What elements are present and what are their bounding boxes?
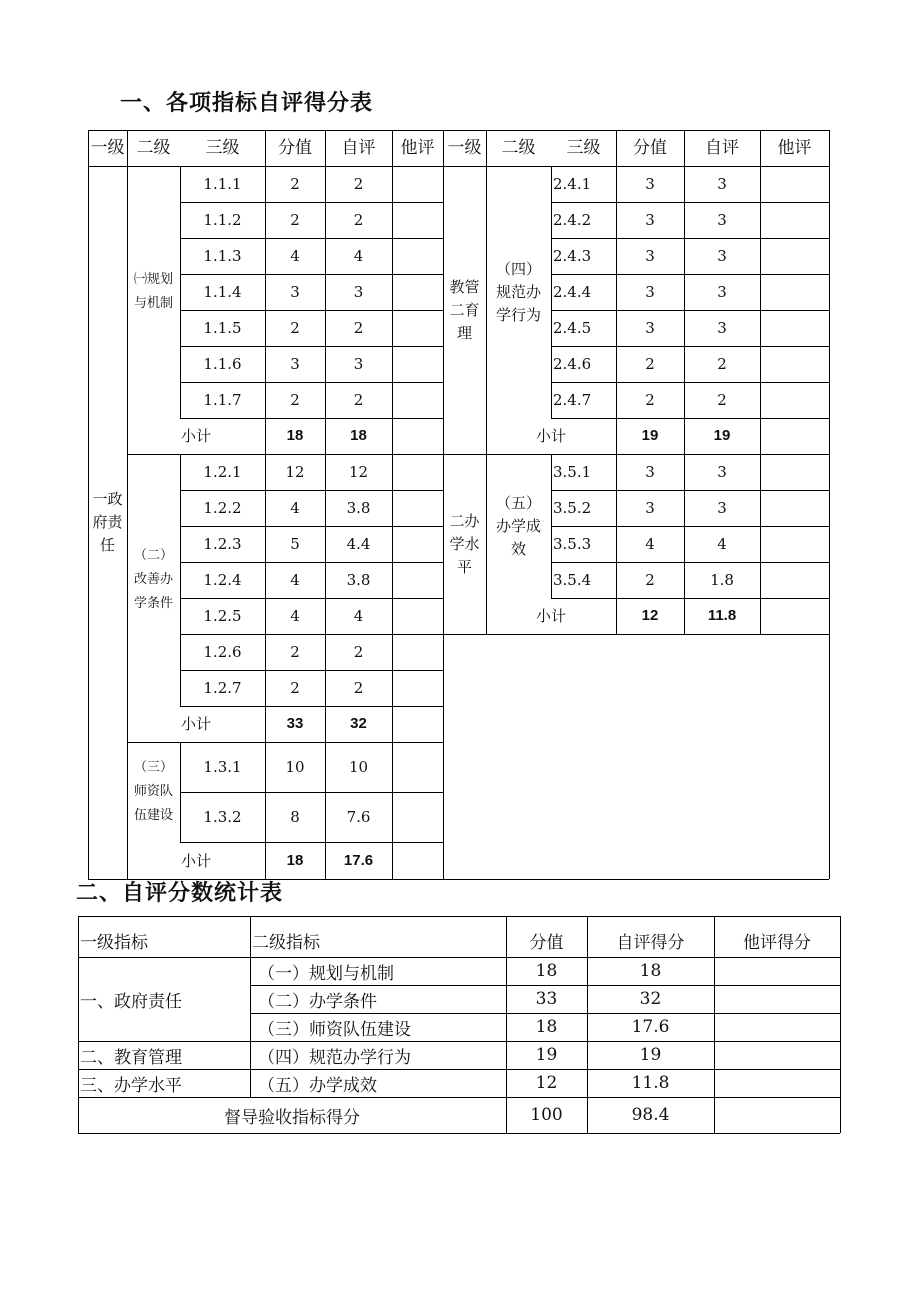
table1-row-self: 3.8: [346, 499, 371, 517]
table1-row-code: 1.2.3: [203, 535, 242, 553]
table1-col-divider: [392, 130, 393, 879]
table1-row-score: 2: [290, 643, 300, 661]
table1-col-divider: [180, 454, 181, 706]
table1-row-self: 3: [717, 175, 727, 193]
table2-col-divider: [78, 916, 79, 1133]
table1-row-code: 2.4.4: [553, 283, 592, 301]
table1-subtotal-label: 小计: [180, 427, 211, 445]
table1-subtotal-label: 小计: [535, 427, 566, 445]
table1-header-cell: 三级: [205, 138, 240, 158]
table1-header-cell: 二级: [501, 138, 536, 158]
table2-col-divider: [714, 916, 715, 1133]
table1-row-code: 1.1.5: [203, 319, 242, 337]
table1-subtotal-score: 19: [641, 427, 659, 444]
table1-header-cell: 三级: [566, 138, 601, 158]
table1-row-self: 2: [717, 391, 727, 409]
table1-row-other: [392, 562, 443, 598]
table1-subtotal-score: 18: [286, 427, 304, 444]
table1-row-code: 1.2.7: [203, 679, 242, 697]
table1-subtotal-label: 小计: [535, 607, 566, 625]
table2-self-cell: 18: [639, 961, 662, 981]
table1-row-score: 2: [290, 211, 300, 229]
table1-row-self: 2: [353, 391, 364, 409]
table1-row-other: [760, 238, 829, 274]
table1-row-self: 3: [717, 319, 727, 337]
table2-level1-cell: 二、教育管理: [80, 1047, 182, 1068]
table1-row-self: 10: [348, 758, 369, 776]
table1-row-score: 4: [290, 499, 300, 517]
table1-row-other: [760, 166, 829, 202]
table1-level2-name: （五）办学成效: [495, 493, 541, 558]
table1-row-score: 4: [290, 607, 300, 625]
table1-row-code: 1.1.3: [203, 247, 242, 265]
table1-row-code: 1.2.5: [203, 607, 242, 625]
table1-subtotal-other: [392, 706, 443, 742]
table1-row-score: 4: [290, 571, 300, 589]
table1-subtotal-label: 小计: [180, 715, 211, 733]
table1-row-code: 1.1.1: [203, 175, 242, 193]
table1-title: 一、各项指标自评得分表: [120, 91, 374, 116]
table1-row-score: 2: [290, 319, 300, 337]
table1-row-other: [760, 310, 829, 346]
table2-col-divider: [506, 916, 507, 1133]
table1-col-divider: [551, 454, 552, 598]
table1-row-self: 3: [717, 463, 727, 481]
table1-row-other: [392, 382, 443, 418]
table1-row-other: [392, 742, 443, 792]
table1-row-score: 2: [645, 391, 655, 409]
table2-total-label: 督导验收指标得分: [224, 1107, 360, 1128]
table1-row-code: 2.4.1: [553, 175, 592, 193]
table1-row-other: [392, 792, 443, 842]
table1-row-self: 2: [353, 211, 364, 229]
table1-row-other: [392, 490, 443, 526]
table1-row-self: 3: [353, 283, 364, 301]
table1-subtotal-divider: [486, 634, 829, 635]
table1-row-other: [392, 310, 443, 346]
table1-col-divider: [551, 166, 552, 418]
table1-col-divider: [486, 130, 487, 634]
table1-subtotal-other: [760, 418, 829, 454]
table1-subtotal-other: [392, 842, 443, 879]
table1-level2-name: （二）改善办学条件: [133, 548, 173, 611]
table1-row-self: 2: [353, 175, 364, 193]
table1-col-divider: [127, 130, 128, 879]
table2-self-cell: 19: [639, 1045, 662, 1065]
table1-row-other: [392, 346, 443, 382]
table1-row-other: [760, 382, 829, 418]
table2-header-cell: 自评得分: [616, 933, 685, 953]
table1-row-score: 2: [645, 355, 655, 373]
table1-row-other: [392, 274, 443, 310]
table1-subtotal-other: [392, 418, 443, 454]
table2-score-cell: 12: [535, 1073, 558, 1093]
table1-row-score: 4: [645, 535, 655, 553]
table1-row-self: 12: [348, 463, 369, 481]
table1-row-score: 8: [290, 808, 300, 826]
table2-score-cell: 19: [535, 1045, 558, 1065]
table1-row-code: 2.4.3: [553, 247, 592, 265]
table1-row-score: 4: [290, 247, 300, 265]
table1-level1-name: 一政府责任: [92, 490, 123, 554]
table1-row-other: [760, 202, 829, 238]
table2-self-cell: 11.8: [631, 1073, 670, 1093]
table1-col-divider: [325, 130, 326, 879]
table1-row-code: 2.4.5: [553, 319, 592, 337]
table1-row-code: 3.5.1: [553, 463, 592, 481]
table1-row-other: [760, 490, 829, 526]
table1-row-other: [760, 454, 829, 490]
table2-score-cell: 33: [535, 989, 558, 1009]
table1-row-self: 2: [353, 643, 364, 661]
table1-row-score: 3: [645, 175, 655, 193]
table1-row-score: 12: [285, 463, 305, 481]
table1-row-score: 2: [645, 571, 655, 589]
table2-level1-cell: 三、办学水平: [80, 1075, 182, 1096]
table1-row-score: 3: [645, 247, 655, 265]
table1-subtotal-self: 11.8: [707, 607, 737, 624]
table1-row-self: 1.8: [710, 571, 734, 589]
table1-row-self: 3: [717, 247, 727, 265]
table2-score-cell: 18: [535, 961, 558, 981]
table1-row-score: 2: [290, 391, 300, 409]
table1-row-score: 3: [645, 319, 655, 337]
table1-row-self: 2: [717, 355, 727, 373]
table1-header-cell: 一级: [447, 138, 482, 158]
table2-level2-cell: （二）办学条件: [258, 991, 377, 1012]
table2-col-divider: [587, 916, 588, 1133]
table1-row-other: [392, 202, 443, 238]
table1-col-divider: [616, 130, 617, 634]
table1-row-other: [392, 238, 443, 274]
table2-title: 二、自评分数统计表: [76, 881, 284, 906]
table1-row-score: 2: [290, 175, 300, 193]
table1-row-code: 1.3.1: [203, 758, 242, 776]
table1-subtotal-self: 32: [350, 715, 367, 732]
table2-col-divider: [840, 916, 841, 1133]
table1-row-score: 10: [285, 758, 305, 776]
table1-row-code: 2.4.6: [553, 355, 592, 373]
table1-row-self: 2: [353, 319, 364, 337]
table1-col-divider: [760, 130, 761, 634]
table1-header-cell: 自评: [705, 138, 739, 158]
table1-row-code: 1.1.7: [203, 391, 242, 409]
table1-header-cell: 一级: [90, 138, 125, 158]
table1-level2-name: （三）师资队伍建设: [133, 760, 173, 823]
table1-row-score: 3: [645, 463, 655, 481]
table2-total-other: [714, 1097, 840, 1133]
table1-row-self: 7.6: [346, 808, 371, 826]
table2-self-cell: 32: [639, 989, 662, 1009]
table1-subtotal-self: 17.6: [343, 851, 374, 869]
table1-row-code: 1.2.6: [203, 643, 242, 661]
table2-level2-cell: （一）规划与机制: [258, 963, 394, 984]
table1-row-score: 3: [290, 355, 300, 373]
table2-total-score: 100: [530, 1105, 563, 1125]
table1-block-divider: [443, 634, 486, 635]
table1-col-divider: [88, 130, 89, 879]
table2-header-cell: 二级指标: [252, 933, 320, 953]
table1-row-score: 3: [645, 499, 655, 517]
table1-subtotal-score: 18: [286, 851, 304, 869]
table1-row-self: 3: [717, 211, 727, 229]
table1-row-code: 1.1.6: [203, 355, 242, 373]
table2-other-cell: [714, 985, 840, 1013]
table2-level2-cell: （四）规范办学行为: [258, 1047, 411, 1068]
table1-row-code: 1.2.2: [203, 499, 242, 517]
table1-row-other: [392, 526, 443, 562]
table1-level1-name: 教管二育理: [449, 277, 480, 342]
table1-row-self: 4: [717, 535, 727, 553]
table2-header-cell: 分值: [529, 933, 564, 953]
table1-row-self: 2: [353, 679, 364, 697]
table1-level2-name: ㈠规划与机制: [133, 272, 173, 311]
table1-col-divider: [684, 130, 685, 634]
table1-row-score: 2: [290, 679, 300, 697]
table1-level2-name: （四）规范办学行为: [495, 259, 541, 324]
table1-subtotal-score: 33: [286, 715, 304, 732]
table1-right-border: [829, 130, 830, 879]
table1-header-cell: 分值: [278, 138, 312, 158]
table2-self-cell: 17.6: [631, 1017, 670, 1037]
table1-row-code: 3.5.2: [553, 499, 592, 517]
table2-bottom-border: [78, 1133, 840, 1134]
table1-row-other: [760, 562, 829, 598]
table1-row-score: 3: [645, 283, 655, 301]
table1-row-other: [760, 526, 829, 562]
table1-row-code: 1.3.2: [203, 808, 242, 826]
table1-row-other: [392, 166, 443, 202]
table1-header-cell: 他评: [777, 138, 812, 158]
table2-total-self: 98.4: [631, 1105, 670, 1125]
table1-subtotal-score: 12: [641, 607, 659, 624]
table1-subtotal-other: [760, 598, 829, 634]
table1-row-self: 3.8: [346, 571, 371, 589]
table2-header-cell: 他评得分: [743, 933, 811, 953]
table2-other-cell: [714, 1013, 840, 1041]
table1-subtotal-self: 18: [350, 427, 367, 444]
table1-row-self: 4: [353, 607, 364, 625]
table1-row-self: 3: [353, 355, 364, 373]
table1-row-code: 1.2.1: [203, 463, 242, 481]
table2-other-cell: [714, 1041, 840, 1069]
table1-row-other: [392, 454, 443, 490]
table1-row-code: 2.4.7: [553, 391, 592, 409]
table1-row-score: 3: [290, 283, 300, 301]
table1-row-code: 3.5.4: [553, 571, 592, 589]
table1-row-self: 4.4: [346, 535, 371, 553]
table1-row-other: [760, 346, 829, 382]
table1-row-other: [760, 274, 829, 310]
table1-row-code: 1.2.4: [203, 571, 242, 589]
table2-other-cell: [714, 1069, 840, 1097]
table1-row-self: 4: [353, 247, 364, 265]
table1-row-self: 3: [717, 499, 727, 517]
table1-row-other: [392, 670, 443, 706]
table1-row-code: 3.5.3: [553, 535, 592, 553]
table1-row-other: [392, 598, 443, 634]
table2-level1-cell: 一、政府责任: [80, 991, 182, 1012]
table1-row-code: 1.1.2: [203, 211, 242, 229]
table2-other-cell: [714, 957, 840, 985]
table1-row-other: [392, 634, 443, 670]
table1-col-divider: [180, 166, 181, 418]
table2-score-cell: 18: [535, 1017, 558, 1037]
table1-col-divider: [180, 742, 181, 842]
table1-header-cell: 分值: [633, 138, 667, 158]
table2-col-divider: [250, 916, 251, 1097]
table2-level2-cell: （三）师资队伍建设: [258, 1019, 411, 1040]
table1-header-cell: 他评: [400, 138, 435, 158]
table1-row-score: 3: [645, 211, 655, 229]
table1-level1-name: 二办学水平: [449, 511, 480, 576]
table1-subtotal-self: 19: [713, 427, 731, 444]
table1-row-code: 2.4.2: [553, 211, 592, 229]
table1-header-cell: 自评: [341, 138, 376, 158]
table2-header-cell: 一级指标: [80, 933, 148, 953]
table1-row-code: 1.1.4: [203, 283, 242, 301]
table1-subtotal-label: 小计: [180, 851, 211, 870]
table2-level2-cell: （五）办学成效: [258, 1075, 377, 1096]
table1-col-divider: [265, 130, 266, 879]
table1-row-self: 3: [717, 283, 727, 301]
table1-row-score: 5: [290, 535, 300, 553]
table1-header-cell: 二级: [136, 138, 171, 158]
